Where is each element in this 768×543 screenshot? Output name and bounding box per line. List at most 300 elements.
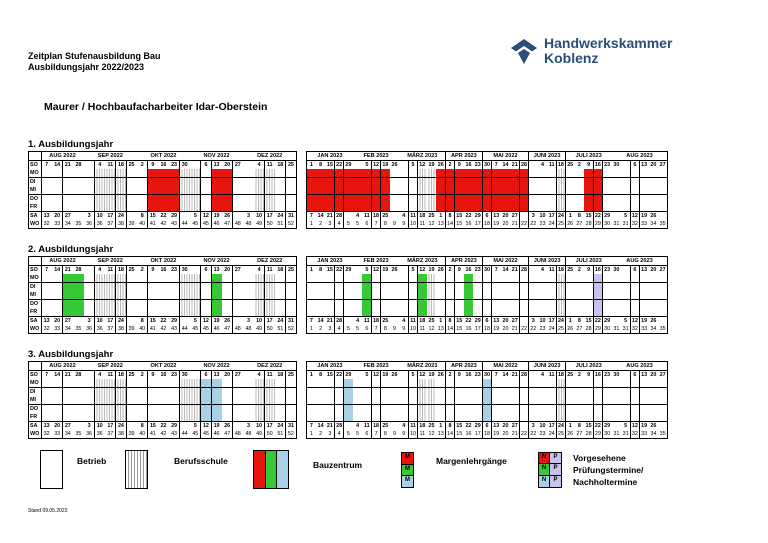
day-cell [547, 300, 556, 308]
day-cell [233, 422, 243, 430]
day-cell [286, 283, 296, 291]
day-cell: 45 [201, 220, 211, 228]
day-cell [418, 274, 427, 282]
day-cell: 32 [631, 221, 638, 227]
day-cell [557, 308, 566, 316]
day-cell [201, 405, 211, 413]
day-cell [575, 379, 584, 387]
day-cell [73, 405, 83, 413]
day-cell [418, 413, 427, 421]
day-cell: 38 [116, 325, 126, 333]
day-cell [335, 195, 344, 203]
day-cell [201, 291, 211, 299]
day-cell [649, 300, 658, 308]
day-cell [612, 169, 621, 177]
day-cell [492, 274, 501, 282]
day-cell [547, 274, 556, 282]
day-cell: 26 [391, 371, 398, 378]
day-cell [399, 291, 408, 299]
day-cell: 28 [520, 266, 527, 273]
day-cell [473, 169, 482, 177]
day-cell [190, 283, 200, 291]
legend-margen-label: Margenlehrgänge [436, 456, 507, 466]
day-cell [353, 203, 362, 211]
day-cell [594, 396, 603, 404]
day-cell [436, 379, 445, 387]
day-cell [265, 178, 275, 186]
day-cell: 29 [604, 212, 611, 219]
day-cell [286, 291, 296, 299]
day-cell [427, 169, 436, 177]
day-cell [446, 195, 455, 203]
weekday-label: SA [29, 212, 41, 220]
day-cell: 19 [428, 266, 435, 273]
day-cell [464, 308, 473, 316]
day-cell [169, 169, 179, 177]
day-cell: 2 [316, 325, 325, 333]
day-cell [316, 379, 325, 387]
day-cell [529, 388, 538, 396]
day-cell [137, 308, 147, 316]
day-cell: 1 [307, 161, 316, 169]
day-cell: 2 [137, 161, 147, 169]
day-cell: 11 [363, 317, 370, 324]
day-cell [594, 388, 603, 396]
day-cell: 10 [539, 317, 546, 324]
day-cell [316, 291, 325, 299]
day-cell: 34 [63, 325, 73, 333]
day-cell: 6 [631, 161, 640, 169]
day-cell [212, 195, 222, 203]
day-cell: 8 [316, 371, 325, 379]
day-cell [658, 422, 667, 430]
day-cell: 24 [557, 422, 564, 429]
day-cell [446, 169, 455, 177]
day-cell: 22 [520, 221, 527, 227]
day-cell [621, 291, 630, 299]
day-cell [325, 283, 334, 291]
day-cell [464, 274, 473, 282]
day-cell [84, 300, 94, 308]
day-cell: 6 [362, 325, 371, 333]
day-cell [390, 413, 399, 421]
day-cell: 36 [84, 220, 94, 228]
day-cell [566, 300, 575, 308]
day-cell [84, 274, 94, 282]
day-cell [455, 300, 464, 308]
day-cell [529, 371, 538, 379]
day-cell [631, 300, 640, 308]
day-cell [621, 283, 630, 291]
day-cell [335, 203, 344, 211]
day-cell: 27 [233, 371, 243, 379]
day-cell: 6 [201, 266, 211, 274]
day-cell: 32 [42, 220, 52, 228]
day-cell: 5 [362, 371, 371, 379]
day-cell [621, 405, 630, 413]
day-cell [631, 169, 640, 177]
day-cell [658, 300, 667, 308]
day-cell [538, 169, 547, 177]
day-cell: 13 [212, 266, 222, 274]
day-cell: 31 [622, 221, 629, 227]
day-cell [612, 203, 621, 211]
day-cell: 37 [105, 220, 115, 228]
day-cell: 22 [158, 212, 168, 220]
day-cell [455, 169, 464, 177]
day-cell: 1 [307, 220, 316, 228]
day-cell [547, 186, 556, 194]
day-cell [335, 274, 344, 282]
day-cell [254, 291, 264, 299]
day-cell [190, 169, 200, 177]
day-cell [335, 413, 344, 421]
day-cell [510, 388, 519, 396]
day-cell [127, 379, 137, 387]
day-cell [63, 283, 73, 291]
day-cell [501, 203, 510, 211]
month-header: JUNI 2023 [529, 362, 565, 370]
day-cell [212, 308, 222, 316]
day-cell [275, 274, 285, 282]
day-cell [557, 203, 566, 211]
day-cell [201, 169, 211, 177]
day-cell [116, 300, 126, 308]
day-cell [42, 413, 52, 421]
day-cell [381, 308, 390, 316]
calendar-right-2 [306, 256, 668, 334]
day-cell [575, 405, 584, 413]
day-cell: 18 [116, 371, 126, 379]
day-cell: 20 [650, 161, 657, 168]
day-cell: 3 [325, 220, 334, 228]
day-cell [631, 283, 640, 291]
day-cell: 8 [137, 422, 147, 430]
day-cell [520, 178, 529, 186]
day-cell: 30 [483, 266, 490, 273]
day-cell [353, 388, 362, 396]
day-cell [63, 308, 73, 316]
day-cell [169, 388, 179, 396]
day-cell: 18 [373, 212, 380, 219]
day-cell: 20 [650, 266, 657, 273]
day-cell [316, 186, 325, 194]
day-cell [222, 186, 232, 194]
day-cell [455, 274, 464, 282]
day-cell [566, 195, 575, 203]
day-cell: 17 [548, 212, 555, 219]
day-cell [603, 203, 612, 211]
day-cell: 48 [243, 430, 253, 438]
day-cell: 34 [650, 326, 657, 332]
day-cell [529, 308, 538, 316]
day-cell: 35 [659, 431, 666, 437]
day-cell: 14 [317, 317, 324, 324]
day-cell [520, 203, 529, 211]
day-cell [640, 405, 649, 413]
day-cell [275, 308, 285, 316]
day-cell [436, 195, 445, 203]
day-cell [335, 388, 344, 396]
day-cell [381, 388, 390, 396]
day-cell [455, 388, 464, 396]
day-cell [584, 283, 593, 291]
day-cell [316, 274, 325, 282]
day-cell [492, 291, 501, 299]
day-cell: 12 [201, 317, 211, 325]
day-cell [116, 379, 126, 387]
day-cell [612, 178, 621, 186]
day-cell: 20 [650, 371, 657, 378]
day-cell: 5 [190, 212, 200, 220]
day-cell: 21 [511, 161, 518, 168]
calendar-right-1 [306, 151, 668, 229]
day-cell: 19 [212, 317, 222, 325]
day-cell: 18 [419, 212, 426, 219]
day-cell [409, 405, 418, 413]
day-cell [316, 300, 325, 308]
day-cell [243, 266, 253, 274]
day-cell [158, 405, 168, 413]
day-cell: 23 [539, 221, 546, 227]
day-cell [307, 203, 316, 211]
day-cell: 42 [158, 430, 168, 438]
day-cell [180, 300, 190, 308]
day-cell [63, 178, 73, 186]
day-cell [409, 291, 418, 299]
day-cell: 18 [419, 317, 426, 324]
day-cell [621, 371, 630, 379]
day-cell [658, 379, 667, 387]
day-cell: 26 [222, 317, 232, 325]
day-cell [233, 203, 243, 211]
month-header: OKT 2022 [137, 152, 190, 160]
day-cell [658, 388, 667, 396]
day-cell: 7 [307, 422, 316, 430]
weekday-label: SO [29, 266, 41, 274]
day-cell [427, 388, 436, 396]
day-cell [335, 308, 344, 316]
day-cell: 13 [212, 371, 222, 379]
day-cell [84, 186, 94, 194]
day-cell: 13 [42, 422, 52, 430]
day-cell [483, 388, 492, 396]
day-cell [116, 405, 126, 413]
day-cell [95, 379, 105, 387]
day-cell [116, 186, 126, 194]
day-cell [254, 308, 264, 316]
day-cell [362, 300, 371, 308]
day-cell [390, 212, 399, 220]
day-cell [390, 291, 399, 299]
day-cell [233, 388, 243, 396]
day-cell: 18 [483, 326, 490, 332]
day-cell: 19 [428, 161, 435, 168]
day-cell: 10 [410, 431, 417, 437]
month-header: AUG 2022 [42, 362, 84, 370]
day-cell: 14 [447, 326, 454, 332]
day-cell: 52 [286, 220, 296, 228]
day-cell [390, 422, 399, 430]
day-cell [520, 405, 529, 413]
day-cell [190, 371, 200, 379]
day-cell [390, 283, 399, 291]
day-cell [265, 379, 275, 387]
day-cell: 33 [641, 326, 648, 332]
day-cell: 23 [539, 431, 546, 437]
day-cell: 5 [621, 317, 630, 325]
day-cell: 26 [567, 221, 574, 227]
day-cell: 17 [265, 422, 275, 430]
day-cell [212, 274, 222, 282]
day-cell [399, 195, 408, 203]
day-cell: 15 [456, 317, 463, 324]
day-cell [473, 291, 482, 299]
day-cell [265, 203, 275, 211]
weekday-label: SO [29, 161, 41, 169]
day-cell: 21 [63, 266, 73, 274]
day-cell [390, 317, 399, 325]
day-cell: 30 [180, 266, 190, 274]
day-cell [520, 283, 529, 291]
day-cell [584, 379, 593, 387]
day-cell [95, 291, 105, 299]
day-cell [158, 274, 168, 282]
day-cell [275, 291, 285, 299]
day-cell: 4 [95, 371, 105, 379]
day-cell [409, 388, 418, 396]
day-cell [95, 405, 105, 413]
day-cell [353, 283, 362, 291]
day-cell: 47 [222, 325, 232, 333]
day-cell: 36 [95, 220, 105, 228]
day-cell: 18 [373, 422, 380, 429]
day-cell: 12 [631, 422, 638, 429]
day-cell: 32 [631, 431, 638, 437]
day-cell: 4 [254, 266, 264, 274]
day-cell [335, 283, 344, 291]
day-cell: 4 [254, 371, 264, 379]
day-cell [455, 283, 464, 291]
month-header: NOV 2022 [190, 362, 243, 370]
day-cell [169, 405, 179, 413]
day-cell [116, 203, 126, 211]
day-cell [501, 308, 510, 316]
day-cell [557, 283, 566, 291]
day-cell [584, 308, 593, 316]
day-cell: 31 [286, 317, 296, 325]
day-cell: 7 [372, 220, 381, 228]
day-cell: 30 [604, 326, 611, 332]
day-cell: 11 [548, 266, 555, 273]
month-header: AUG 2022 [42, 152, 84, 160]
day-cell: 40 [137, 220, 147, 228]
month-header: NOV 2022 [190, 257, 243, 265]
day-cell [127, 308, 137, 316]
day-cell [137, 396, 147, 404]
day-cell [529, 274, 538, 282]
day-cell: 5 [190, 422, 200, 430]
day-cell [243, 371, 253, 379]
day-cell [73, 203, 83, 211]
day-cell [621, 178, 630, 186]
day-cell [286, 388, 296, 396]
day-cell [612, 195, 621, 203]
day-cell: 3 [243, 317, 253, 325]
day-cell: 20 [502, 212, 509, 219]
day-cell: 31 [622, 326, 629, 332]
day-cell: 22 [530, 431, 537, 437]
day-cell [169, 308, 179, 316]
day-cell: 10 [95, 422, 105, 430]
day-cell: 11 [419, 431, 426, 437]
day-cell: 11 [105, 161, 115, 169]
day-cell: 17 [548, 317, 555, 324]
day-cell [362, 413, 371, 421]
day-cell [547, 291, 556, 299]
day-cell [335, 178, 344, 186]
day-cell: 47 [222, 220, 232, 228]
day-cell [180, 212, 190, 220]
day-cell [222, 308, 232, 316]
day-cell: 8 [137, 212, 147, 220]
day-cell [409, 178, 418, 186]
day-cell [180, 291, 190, 299]
day-cell: 23 [604, 161, 611, 168]
day-cell [612, 317, 621, 325]
day-cell [137, 405, 147, 413]
day-cell [547, 283, 556, 291]
day-cell: 10 [254, 317, 264, 325]
day-cell: 19 [382, 161, 389, 168]
legend-margen-box [401, 452, 414, 488]
day-cell [137, 178, 147, 186]
day-cell: 25 [382, 422, 389, 429]
day-cell [594, 379, 603, 387]
day-cell [372, 379, 381, 387]
day-cell: 25 [567, 266, 574, 273]
day-cell: 2 [137, 371, 147, 379]
day-cell: 12 [428, 431, 435, 437]
day-cell: 12 [419, 161, 426, 168]
day-cell [127, 422, 137, 430]
day-cell [436, 388, 445, 396]
day-cell [158, 203, 168, 211]
month-header: MAI 2022 [483, 257, 529, 265]
day-cell: 28 [73, 371, 83, 379]
day-cell: 23 [169, 161, 179, 169]
day-cell [344, 195, 353, 203]
day-cell: 29 [604, 317, 611, 324]
day-cell [148, 291, 158, 299]
day-cell: 26 [437, 266, 444, 273]
day-cell [169, 274, 179, 282]
day-cell: 29 [345, 266, 352, 273]
day-cell [390, 274, 399, 282]
day-cell [409, 274, 418, 282]
day-cell: 31 [286, 212, 296, 220]
day-cell [658, 396, 667, 404]
day-cell [158, 388, 168, 396]
day-cell: 33 [52, 220, 62, 228]
day-cell [372, 291, 381, 299]
day-cell: 45 [190, 220, 200, 228]
day-cell [275, 388, 285, 396]
day-cell [127, 396, 137, 404]
day-cell [631, 186, 640, 194]
day-cell [510, 203, 519, 211]
day-cell: 27 [576, 431, 583, 437]
